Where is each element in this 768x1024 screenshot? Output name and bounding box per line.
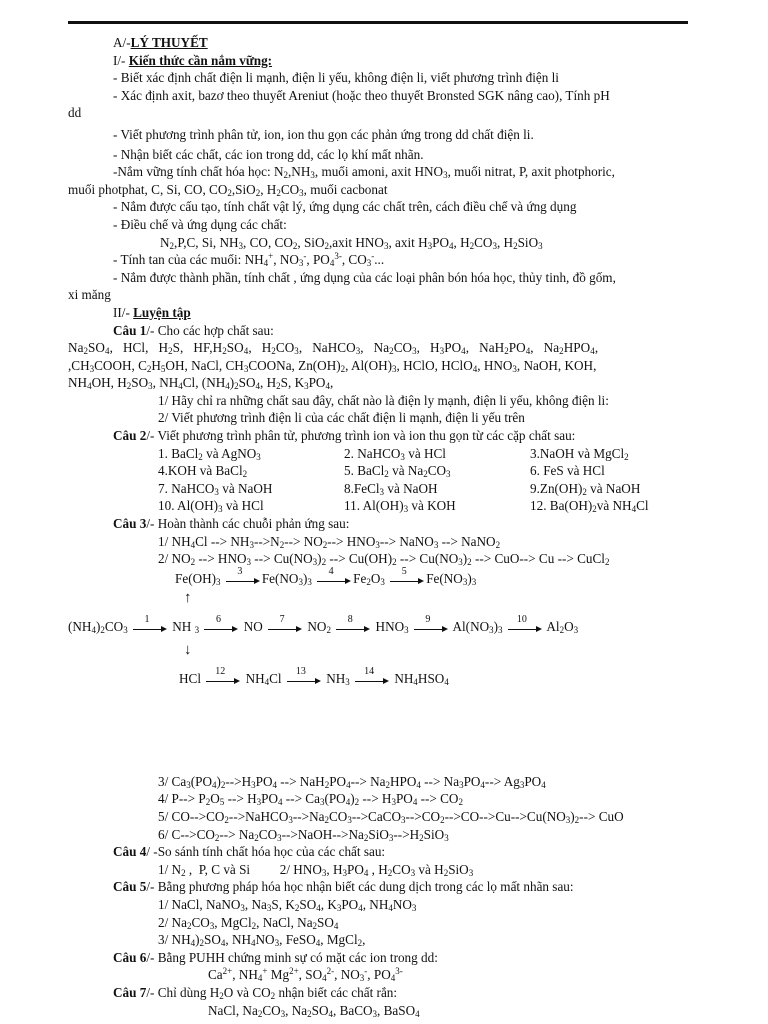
scheme-row-main: $(NH_4)_2CO_3$ 1 NH $_3$ 6 NO 7 $NO_2$ 8 $HNO_3$ 9 $Al(NO_3)_3$ 10 $Al_2O_3$ bbox=[68, 613, 579, 635]
theory-line: - Biết xác định chất điện li mạnh, điện li yếu, không điện li, viết phương trình điện li bbox=[113, 70, 559, 86]
question-2: Câu 2/- Viết phương trình phân tử, phương trình ion và ion thu gọn từ các cặp chất sau: bbox=[113, 428, 576, 444]
question-1: Câu 1/- Cho các hợp chất sau: bbox=[113, 322, 274, 338]
reaction-chain: 5/ $CO-->CO_2-->NaHCO_3-->Na_2CO_3-->CaCO_3-->CO_2-->CO-->Cu-->Cu(NO_3)_2-->$ CuO bbox=[158, 809, 624, 825]
reaction-chain: 3/ $Ca_3(PO_4)_2-->H_3PO_4$ --> $NaH_2PO_4--> Na_2HPO_4$ --> $Na_3PO_4--> Ag_3PO_4$ bbox=[158, 773, 546, 790]
question-3: Câu 3/- Hoàn thành các chuỗi phản ứng sau: bbox=[113, 516, 350, 532]
top-rule bbox=[68, 21, 688, 24]
question-6: Câu 6/- Bằng PUHH chứng minh sự có mặt các ion trong dd: bbox=[113, 949, 438, 965]
ion-list: $Ca^{2+}$, $NH_4^+$ $Mg^{2+}$, $SO_4^{2-}$, $NO_3^-$, $PO_4^{3-}$ bbox=[208, 966, 403, 984]
identify-set: 2/ $Na_2CO_3$, MgCl$_2$, NaCl, $Na_2SO_4$ bbox=[158, 914, 339, 931]
sub-question: 1/ Hãy chỉ ra những chất sau đây, chất nào là điện ly mạnh, điện li yếu, không điện li: bbox=[158, 392, 609, 408]
arrow-7: 7 bbox=[268, 623, 302, 633]
question-7: Câu 7/- Chỉ dùng $H_2O$ và $CO_2$ nhận biết các chất rắn: bbox=[113, 984, 398, 1001]
theory-line: - Điều chế và ứng dụng các chất: bbox=[113, 216, 287, 232]
arrow-8: 8 bbox=[336, 623, 370, 633]
reaction-chain: 4/ $P--> P_2O_5$ --> $H_3PO_4$ --> $Ca_3(PO_4)_2$ --> $H_3PO_4$ --> $CO_2$ bbox=[158, 791, 463, 808]
identify-set: 3/ $NH_4)_2SO_4$, $NH_4NO_3$, FeSO$_4$, MgCl$_2$, bbox=[158, 932, 366, 949]
part-a-title: LÝ THUYẾT bbox=[130, 35, 208, 50]
identify-set: 1/ NaCl, NaNO$_3$, $Na_3S$, $K_2SO_4$, $K_3PO_4$, $NH_4NO_3$ bbox=[158, 896, 417, 913]
question-4: Câu 4/ -So sánh tính chất hóa học của các chất sau: bbox=[113, 844, 386, 860]
scheme-row-bottom: HCl 12 $NH_4Cl$ 13 $NH_3$ 14 $NH_4HSO_4$ bbox=[179, 665, 449, 687]
theory-line: - Viết phương trình phân tử, ion, ion thu gọn các phản ứng trong dd chất điện li. bbox=[113, 126, 534, 142]
arrow-down-icon: ↓ bbox=[184, 641, 192, 658]
arrow-5: 5 bbox=[390, 575, 424, 585]
arrow-10: 10 bbox=[508, 623, 542, 633]
arrow-12: 12 bbox=[206, 675, 240, 685]
arrow-up-icon: ↑ bbox=[184, 589, 192, 606]
theory-line: $N_2,P,C$, Si, $NH_3$, CO, $CO_2$, SiO$_2$,axit $HNO_3$, axit $H_3PO_4$, $H_2CO_3$, $H_2SiO_3$ bbox=[160, 234, 543, 251]
theory-line: - Nhận biết các chất, các ion trong dd, các lọ khí mất nhãn. bbox=[113, 146, 424, 162]
pair-row: 10. $Al(OH)_3$ và HCl 11. $Al(OH)_3$ và KOH 12. $Ba(OH)_2và$ $NH_4Cl$ bbox=[158, 498, 649, 515]
section-2-heading: II/- Luyện tập bbox=[113, 304, 191, 320]
reaction-chain: 6/ $C-->CO_2-->$ $Na_2CO_3-->NaOH-->Na_2SiO_3-->H_2SiO_3$ bbox=[158, 826, 449, 843]
document-body bbox=[68, 34, 718, 1019]
theory-line: - Tính tan của các muối: $NH_4^+$, $NO_3^-$, $PO_4^{3-}$, $CO_3^-$... bbox=[113, 251, 385, 269]
theory-line: - Nắm được cấu tạo, tính chất vật lý, ứng dụng các chất trên, cách điều chế và ứng dụng bbox=[113, 199, 577, 215]
solid-list: NaCl, $Na_2CO_3$, $Na_2SO_4$, BaCO$_3$, BaSO$_4$ bbox=[208, 1002, 420, 1019]
compound-list: $Na_2SO_4$, HCl, $H_2S$, $HF,H_2SO_4$, $H_2CO_3$, NaHCO$_3$, $Na_2CO_3$, $H_3PO_4$, $NaH_2PO_4$, $Na_2HPO_4$, bbox=[68, 340, 599, 357]
theory-line: - Nắm được thành phần, tính chất , ứng dụng của các loại phân bón hóa học, thủy tinh, đồ gốm, bbox=[113, 269, 616, 285]
sub-question: 2/ Viết phương trình điện li của các chất điện li mạnh, điện li yếu trên bbox=[158, 410, 525, 426]
arrow-13: 13 bbox=[287, 675, 321, 685]
arrow-14: 14 bbox=[355, 675, 389, 685]
theory-line: xi măng bbox=[68, 287, 111, 303]
arrow-6: 6 bbox=[204, 623, 238, 633]
reaction-chain: 1/ $NH_4Cl$ --> $NH_3-->N_2--> NO_2--> HNO_3-->$ NaNO$_3$ --> NaNO$_2$ bbox=[158, 533, 501, 550]
compare-items: 1/ $N_2$ , P, C và Si 2/ $HNO_3$, $H_3PO_4$ , $H_2CO_3$ và $H_2SiO_3$ bbox=[158, 861, 474, 878]
pair-row: 1. BaCl$_2$ và AgNO$_3$ 2. NaHCO$_3$ và HCl 3.NaOH và MgCl$_2$ bbox=[158, 445, 629, 462]
section-1-title: Kiến thức cần nắm vững: bbox=[128, 52, 273, 68]
pair-row: 4.KOH và BaCl$_2$ 5. BaCl$_2$ và $Na_2CO_3$ 6. FeS và HCl bbox=[158, 463, 605, 480]
reaction-chain: 2/ $NO_2$ --> $HNO_3$ --> $Cu(NO_3)_2$ --> $Cu(OH)_2$ --> $Cu(NO_3)_2$ --> CuO--> Cu --> CuCl$_2$ bbox=[158, 551, 610, 568]
theory-line: dd bbox=[68, 105, 82, 121]
part-a-heading: A/-LÝ THUYẾT bbox=[113, 35, 208, 50]
arrow-4: 4 bbox=[317, 575, 351, 585]
compound-list: $NH_4OH$, $H_2SO_3$, $NH_4Cl$, $(NH_4)_2SO_4$, $H_2S$, $K_3PO_4$, bbox=[68, 375, 334, 392]
arrow-1: 1 bbox=[133, 623, 167, 633]
reaction-scheme bbox=[68, 565, 718, 773]
theory-line: muối photphat, C, Si, CO, $CO_2,SiO_2$, $H_2CO_3$, muối cacbonat bbox=[68, 181, 388, 198]
arrow-3: 3 bbox=[226, 575, 260, 585]
theory-line: -Nắm vững tính chất hóa học: $N_2,NH_3$, muối amoni, axit $HNO_3$, muối nitrat, P, axit photphoric, bbox=[113, 164, 615, 181]
section-1-heading: I/- Kiến thức cần nắm vững: bbox=[113, 52, 273, 68]
arrow-9: 9 bbox=[414, 623, 448, 633]
question-5: Câu 5/- Bằng phương pháp hóa học nhận biết các dung dịch trong các lọ mất nhãn sau: bbox=[113, 879, 574, 895]
scheme-row-top: $Fe(OH)_3$ 3 $Fe(NO_3)_3$ 4 $Fe_2O_3$ 5 $Fe(NO_3)_3$ bbox=[175, 565, 477, 587]
section-2-title: Luyện tập bbox=[133, 304, 191, 320]
compound-list: $,CH_3COOH$, $C_2H_5OH$, NaCl, $CH_3COONa$, $Zn(OH)_2$, $Al(OH)_3$, HClO, HClO$_4$, $HNO_3$, NaOH, KOH, bbox=[68, 357, 597, 374]
pair-row: 7. NaHCO$_3$ và NaOH 8.FeCl$_3$ và NaOH $9.Zn(OH)_2$ và NaOH bbox=[158, 480, 641, 497]
theory-line: - Xác định axit, bazơ theo thuyết Areniut (hoặc theo thuyết Bronsted SGK nâng cao), Tính pH bbox=[113, 87, 610, 103]
